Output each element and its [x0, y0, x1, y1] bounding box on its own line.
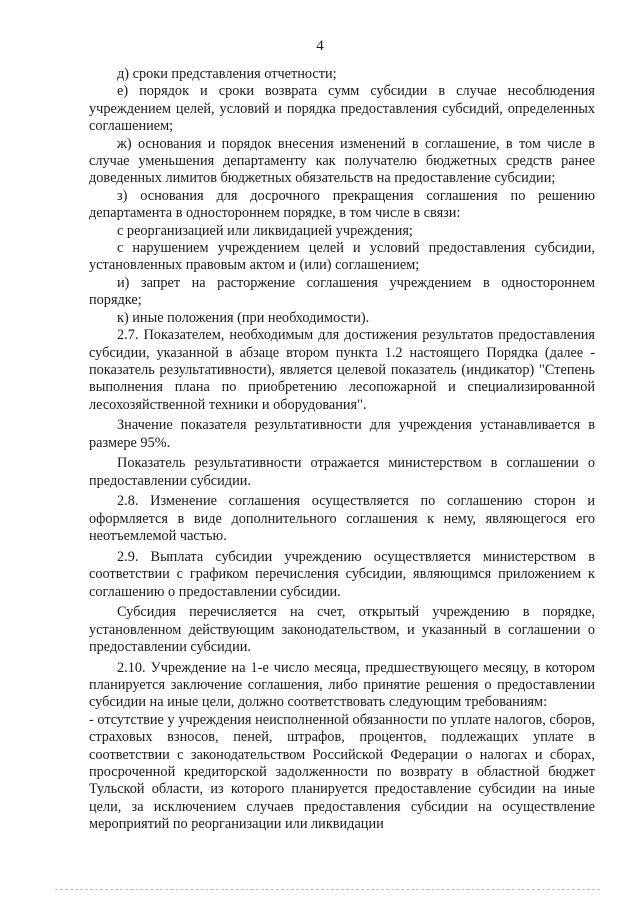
paragraph: 2.8. Изменение соглашения осуществляется по соглашению сторон и оформляется в виде дополнительного соглашения к нему, являющегося его неотъемлемой частью. [89, 493, 595, 545]
paragraph: ж) основания и порядок внесения изменений в соглашение, в том числе в случае уменьшения департаменту как получателю бюджетных средств ранее доведенных лимитов бюджетных обязательств на предоставление субсидии; [89, 135, 595, 187]
paragraph: з) основания для досрочного прекращения соглашения по решению департамента в одностороннем порядке, в том числе в связи: [89, 187, 595, 222]
page-number: 4 [316, 38, 324, 54]
paragraph: 2.7. Показателем, необходимым для достижения результатов предоставления субсидии, указанной в абзаце втором пункта 1.2 настоящего Порядка (далее - показатель результативности), является целевой показатель (индикатор) "Степень выполнения плана по приобретению лесопожарной и специализированной лесохозяйственной техники и оборудования". [89, 327, 595, 413]
paragraph: к) иные положения (при необходимости). [117, 309, 370, 326]
paragraph: - отсутствие у учреждения неисполненной обязанности по уплате налогов, сборов, страховых взносов, пеней, штрафов, процентов, подлежащих уплате в соответствии с законодательством Российской Федерации о налогах и сборах, просроченной кредиторской задолженности по возврату в областной бюджет Тульской области, из которого планируется предоставление субсидии на иные цели, за исключением случаев предоставления субсидии на осуществление мероприятий по реорганизации или ликвидации [89, 711, 595, 833]
paragraph: Субсидия перечисляется на счет, открытый учреждению в порядке, установленном действующим законодательством, и указанный в соглашении о предоставлении субсидии. [89, 604, 595, 655]
paragraph: е) порядок и сроки возврата сумм субсидии в случае несоблюдения учреждением целей, условий и порядка предоставления субсидий, определенных соглашением; [89, 83, 595, 135]
document-body [89, 66, 595, 834]
paragraph: с реорганизацией или ликвидацией учреждения; [117, 222, 413, 239]
scan-edge-line [55, 889, 600, 891]
paragraph: 2.10. Учреждение на 1-е число месяца, предшествующего месяцу, в котором планируется заключение соглашения, либо принятие решения о предоставлении субсидии на иные цели, должно соответствовать следующим требованиям: [89, 659, 595, 711]
paragraph: 2.9. Выплата субсидии учреждению осуществляется министерством в соответствии с графиком перечисления субсидии, являющимся приложением к соглашению о предоставлении субсидии. [89, 548, 595, 600]
paragraph: и) запрет на расторжение соглашения учреждением в одностороннем порядке; [89, 274, 595, 309]
paragraph: д) сроки представления отчетности; [117, 66, 337, 82]
paragraph: Показатель результативности отражается министерством в соглашении о предоставлении субсидии. [89, 455, 595, 489]
paragraph: Значение показателя результативности для учреждения устанавливается в размере 95%. [89, 417, 595, 451]
paragraph: с нарушением учреждением целей и условий предоставления субсидии, установленных правовым актом и (или) соглашением; [89, 240, 595, 274]
